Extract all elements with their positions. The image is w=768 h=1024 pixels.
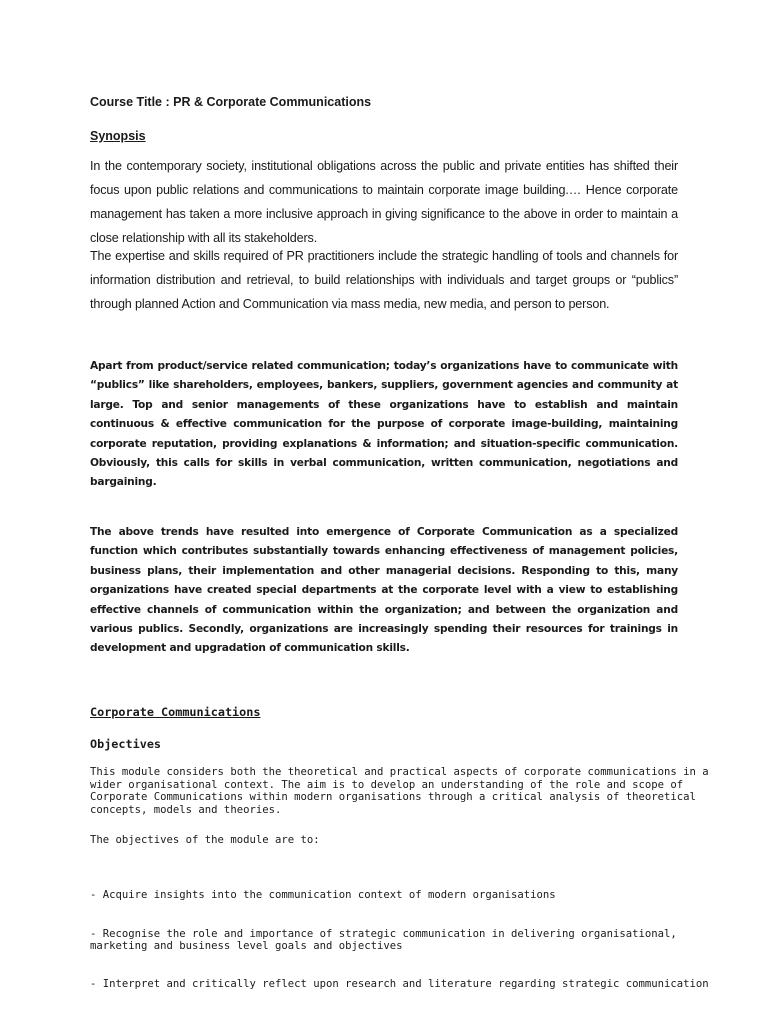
objectives-intro: The objectives of the module are to: — [90, 834, 320, 846]
synopsis-heading: Synopsis — [90, 129, 146, 143]
corporate-communications-heading: Corporate Communications — [90, 705, 261, 719]
bold-paragraph-1: Apart from product/service related communication; today’s organizations have to communicate with “publics” like shareholders, employees, bankers, suppliers, government agencies and community at large. Top and senior managements of these organizations have to establish and maintain continuous & effective communication for the purpose of corporate image-building, maintaining corporate reputation, providing explanations & information; and situation-specific communication. Obviously, this calls for skills in verbal communication, written communication, negotiations and bargaining. — [90, 360, 678, 489]
list-item: - Acquire insights into the communication context of modern organisations — [90, 889, 556, 902]
synopsis-paragraph-1: In the contemporary society, institutional obligations across the public and private entities has shifted their focus upon public relations and communications to maintain corporate image building.… Hence corporate management has taken a more inclusive approach in giving significance to the above in order to maintain a close relationship with all its stakeholders. — [90, 159, 678, 245]
module-description: This module considers both the theoretical and practical aspects of corporate communications in a wider organisational context. The aim is to develop an understanding of the role and scope of Corporate Communications within modern organisations through a critical analysis of theoretical concepts, models and theories. — [90, 766, 709, 817]
course-title: Course Title : PR & Corporate Communications — [90, 95, 372, 109]
list-item: - Interpret and critically reflect upon research and literature regarding strategic communication — [90, 978, 709, 991]
list-item: - Recognise the role and importance of strategic communication in delivering organisational, marketing and business level goals and objectives — [90, 927, 677, 953]
objectives-list — [90, 864, 709, 1016]
objectives-heading: Objectives — [90, 737, 162, 751]
synopsis-paragraph-2: The expertise and skills required of PR practitioners include the strategic handling of tools and channels for information distribution and retrieval, to build relationships with individuals and target groups or “publics” through planned Action and Communication via mass media, new media, and person to person. — [90, 249, 678, 311]
bold-paragraph-2: The above trends have resulted into emergence of Corporate Communication as a specialized function which contributes substantially towards enhancing effectiveness of management policies, business plans, their implementation and other managerial decisions. Responding to this, many organizations have created special departments at the corporate level with a view to establishing effective channels of communication within the organization; and between the organization and various publics. Secondly, organizations are increasingly spending their resources for trainings in development and upgradation of communication skills. — [90, 526, 678, 655]
